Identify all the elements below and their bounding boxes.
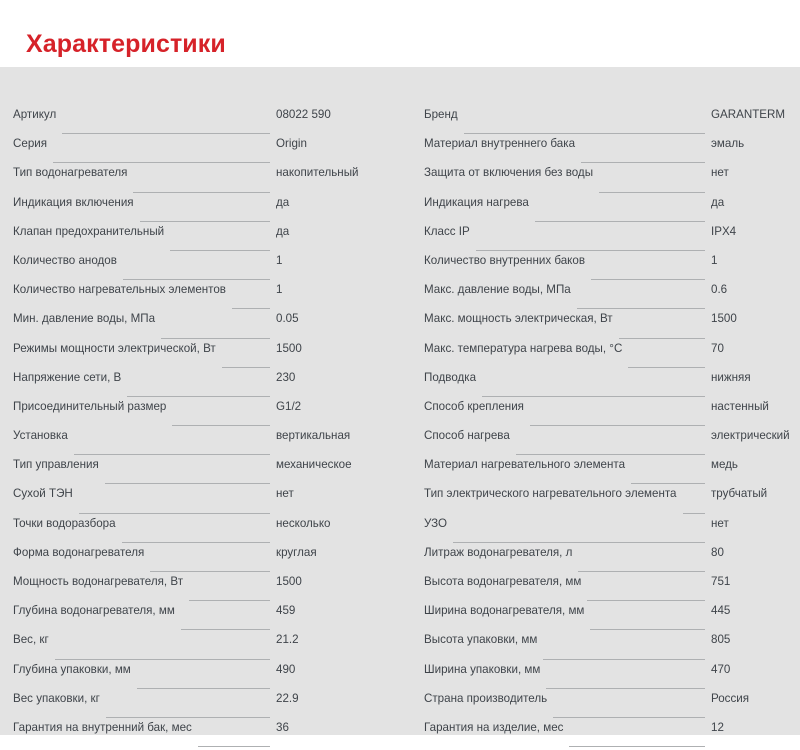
- spec-value: механическое: [276, 458, 352, 472]
- leader-line: [569, 746, 705, 747]
- specifications-column-right: [400, 67, 800, 735]
- spec-value: 12: [711, 720, 724, 734]
- leader-line: [161, 338, 270, 339]
- spec-value: 1: [711, 253, 718, 267]
- spec-label: Глубина водонагревателя, мм: [13, 604, 175, 618]
- leader-line: [55, 659, 270, 660]
- leader-line: [553, 717, 705, 718]
- spec-label: Количество внутренних баков: [424, 253, 585, 267]
- leader-line: [189, 600, 270, 601]
- spec-label: Индикация включения: [13, 195, 134, 209]
- leader-line: [590, 629, 705, 630]
- spec-value: 36: [276, 720, 289, 734]
- leader-line: [577, 308, 705, 309]
- spec-row: [13, 663, 364, 692]
- spec-label: Литраж водонагревателя, л: [424, 545, 573, 559]
- spec-label: Установка: [13, 429, 68, 443]
- spec-row: [424, 546, 790, 575]
- spec-value: 445: [711, 604, 731, 618]
- spec-row: [13, 371, 364, 400]
- spec-label: Страна производитель: [424, 691, 548, 705]
- spec-value: круглая: [276, 545, 317, 559]
- page-title: Характеристики: [26, 29, 226, 58]
- spec-label: Серия: [13, 137, 48, 151]
- specifications-columns: [0, 67, 800, 735]
- spec-row: [424, 487, 790, 516]
- spec-value: 1500: [711, 312, 737, 326]
- spec-label: Бренд: [424, 108, 458, 121]
- spec-value: 1: [276, 253, 283, 267]
- spec-value: нет: [711, 166, 729, 180]
- leader-line: [74, 454, 270, 455]
- spec-value: накопительный: [276, 166, 359, 180]
- spec-value: электрический: [711, 429, 790, 443]
- spec-row: [424, 196, 790, 225]
- leader-line: [546, 688, 705, 689]
- spec-label: УЗО: [424, 516, 448, 530]
- spec-label: Гарантия на внутренний бак, мес: [13, 720, 192, 734]
- spec-label: Тип электрического нагревательного элемента: [424, 487, 677, 501]
- spec-value: 1500: [276, 575, 302, 588]
- spec-value: 80: [711, 545, 724, 559]
- spec-row: [13, 283, 364, 312]
- spec-row: [424, 137, 790, 166]
- spec-value: G1/2: [276, 399, 302, 413]
- leader-line: [122, 542, 270, 543]
- leader-line: [599, 192, 705, 193]
- spec-label: Мощность водонагревателя, Вт: [13, 575, 184, 588]
- spec-row: [424, 312, 790, 341]
- spec-value: 1: [276, 283, 283, 297]
- spec-row: [424, 371, 790, 400]
- leader-line: [222, 367, 270, 368]
- leader-line: [150, 571, 270, 572]
- spec-value: вертикальная: [276, 429, 351, 443]
- leader-line: [578, 571, 705, 572]
- spec-label: Тип водонагревателя: [13, 166, 128, 180]
- spec-row: [13, 692, 364, 721]
- spec-value: 805: [711, 633, 731, 647]
- leader-line: [62, 133, 270, 134]
- spec-label: Вес, кг: [13, 633, 49, 647]
- leader-line: [628, 367, 705, 368]
- spec-label: Материал нагревательного элемента: [424, 458, 626, 472]
- spec-label: Клапан предохранительный: [13, 224, 165, 238]
- spec-row: [13, 254, 364, 283]
- spec-label: Точки водоразбора: [13, 516, 116, 530]
- spec-label: Тип управления: [13, 458, 99, 472]
- spec-label: Защита от включения без воды: [424, 166, 594, 180]
- spec-value: GARANTERM: [711, 108, 786, 121]
- spec-row: [13, 342, 364, 371]
- spec-row: [13, 458, 364, 487]
- title-bar: [0, 0, 800, 67]
- leader-line: [106, 717, 270, 718]
- spec-row: [13, 487, 364, 516]
- spec-label: Способ нагрева: [424, 429, 510, 443]
- spec-label: Форма водонагревателя: [13, 545, 145, 559]
- spec-value: да: [276, 224, 290, 238]
- spec-row: [424, 633, 790, 662]
- spec-label: Количество анодов: [13, 253, 117, 267]
- spec-row: [424, 342, 790, 371]
- spec-row: [424, 458, 790, 487]
- spec-row: [13, 166, 364, 195]
- spec-row: [13, 108, 364, 137]
- leader-line: [232, 308, 270, 309]
- leader-line: [170, 250, 270, 251]
- spec-row: [424, 575, 790, 604]
- spec-label: Режимы мощности электрической, Вт: [13, 341, 216, 355]
- leader-line: [181, 629, 270, 630]
- spec-row: [424, 721, 790, 750]
- spec-value: да: [276, 195, 290, 209]
- spec-label: Ширина водонагревателя, мм: [424, 604, 585, 618]
- leader-line: [530, 425, 705, 426]
- leader-line: [482, 396, 705, 397]
- spec-row: [424, 166, 790, 195]
- leader-line: [591, 279, 705, 280]
- spec-value: 490: [276, 662, 296, 676]
- spec-label: Макс. давление воды, МПа: [424, 283, 571, 297]
- specifications-column-left: [0, 67, 400, 735]
- spec-value: медь: [711, 458, 738, 472]
- spec-value: несколько: [276, 516, 331, 530]
- spec-row: [424, 108, 790, 137]
- spec-row: [424, 400, 790, 429]
- spec-row: [424, 663, 790, 692]
- spec-value: трубчатый: [711, 487, 768, 501]
- spec-value: настенный: [711, 399, 769, 413]
- spec-value: нет: [711, 516, 729, 530]
- spec-label: Высота водонагревателя, мм: [424, 575, 582, 588]
- spec-value: 1500: [276, 341, 302, 355]
- leader-line: [619, 338, 705, 339]
- spec-value: Origin: [276, 137, 307, 151]
- leader-line: [105, 483, 270, 484]
- leader-line: [516, 454, 705, 455]
- leader-line: [133, 192, 270, 193]
- spec-label: Материал внутреннего бака: [424, 137, 576, 151]
- leader-line: [587, 600, 705, 601]
- spec-value: нижняя: [711, 370, 751, 384]
- spec-value: 0.6: [711, 283, 728, 297]
- spec-row: [13, 196, 364, 225]
- leader-line: [172, 425, 270, 426]
- spec-label: Присоединительный размер: [13, 399, 167, 413]
- spec-value: эмаль: [711, 137, 745, 151]
- spec-label: Макс. температура нагрева воды, °C: [424, 341, 623, 355]
- specifications-panel: [0, 67, 800, 735]
- leader-line: [535, 221, 705, 222]
- spec-label: Напряжение сети, В: [13, 370, 122, 384]
- spec-label: Артикул: [13, 108, 57, 121]
- spec-row: [13, 546, 364, 575]
- leader-line: [137, 688, 270, 689]
- spec-value: нет: [276, 487, 294, 501]
- spec-value: 22.9: [276, 691, 299, 705]
- leader-line: [464, 133, 705, 134]
- spec-row: [424, 283, 790, 312]
- spec-row: [13, 225, 364, 254]
- spec-value: 08022 590: [276, 108, 331, 121]
- spec-label: Класс IP: [424, 224, 470, 238]
- spec-label: Индикация нагрева: [424, 195, 529, 209]
- spec-value: 470: [711, 662, 731, 676]
- spec-value: IPX4: [711, 224, 737, 238]
- spec-row: [424, 225, 790, 254]
- spec-row: [13, 721, 364, 750]
- spec-label: Способ крепления: [424, 399, 524, 413]
- spec-value: Россия: [711, 691, 750, 705]
- spec-label: Глубина упаковки, мм: [13, 662, 131, 676]
- spec-row: [13, 429, 364, 458]
- spec-value: 230: [276, 370, 296, 384]
- leader-line: [79, 513, 270, 514]
- spec-value: 21.2: [276, 633, 299, 647]
- spec-label: Сухой ТЭН: [13, 487, 73, 501]
- leader-line: [543, 659, 705, 660]
- spec-row: [13, 312, 364, 341]
- spec-label: Вес упаковки, кг: [13, 691, 100, 705]
- spec-value: да: [711, 195, 725, 209]
- spec-value: 70: [711, 341, 724, 355]
- spec-row: [13, 400, 364, 429]
- spec-row: [13, 137, 364, 166]
- spec-row: [424, 429, 790, 458]
- spec-row: [424, 604, 790, 633]
- spec-value: 459: [276, 604, 296, 618]
- leader-line: [476, 250, 705, 251]
- spec-label: Макс. мощность электрическая, Вт: [424, 312, 613, 326]
- spec-label: Ширина упаковки, мм: [424, 662, 541, 676]
- spec-row: [13, 633, 364, 662]
- leader-line: [53, 162, 270, 163]
- spec-value: 751: [711, 575, 731, 588]
- leader-line: [198, 746, 270, 747]
- leader-line: [683, 513, 706, 514]
- leader-line: [581, 162, 705, 163]
- leader-line: [127, 396, 270, 397]
- spec-row: [13, 575, 364, 604]
- spec-value: 0.05: [276, 312, 299, 326]
- leader-line: [140, 221, 270, 222]
- spec-label: Гарантия на изделие, мес: [424, 720, 564, 734]
- spec-row: [424, 517, 790, 546]
- leader-line: [631, 483, 705, 484]
- spec-row: [13, 517, 364, 546]
- spec-label: Количество нагревательных элементов: [13, 283, 226, 297]
- spec-row: [424, 254, 790, 283]
- spec-label: Подводка: [424, 370, 477, 384]
- spec-row: [13, 604, 364, 633]
- spec-row: [424, 692, 790, 721]
- spec-label: Высота упаковки, мм: [424, 633, 538, 647]
- leader-line: [123, 279, 270, 280]
- spec-label: Мин. давление воды, МПа: [13, 312, 156, 326]
- leader-line: [453, 542, 705, 543]
